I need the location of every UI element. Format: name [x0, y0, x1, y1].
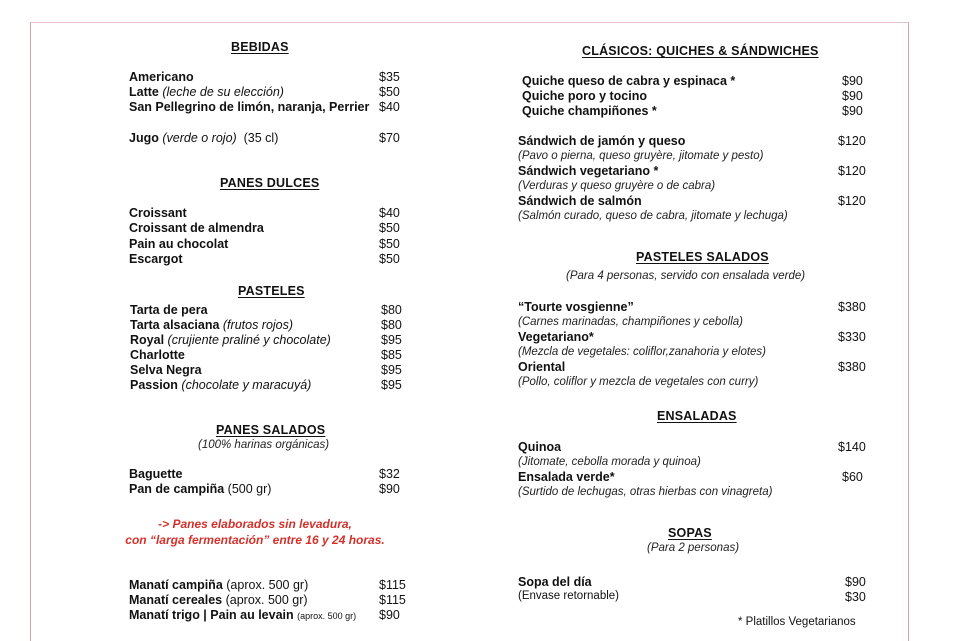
price-quiche-champinones: $90 [842, 104, 863, 118]
price-ensalada-verde: $60 [842, 470, 863, 484]
menu-item-san-pellegrino: San Pellegrino de limón, naranja, Perrier [129, 100, 370, 114]
menu-item-selva-negra: Selva Negra [130, 363, 202, 377]
price-jugo: $70 [379, 131, 400, 145]
menu-item-tourte-vosgienne: “Tourte vosgienne” [518, 300, 634, 314]
menu-item-envase-retornable: (Envase retornable) [518, 590, 619, 602]
price-escargot: $50 [379, 252, 400, 266]
section-title-ensaladas: ENSALADAS [657, 409, 737, 423]
price-san-pellegrino: $40 [379, 100, 400, 114]
price-baguette: $32 [379, 467, 400, 481]
menu-item-manati-cereales: Manatí cereales (aprox. 500 gr) [129, 593, 308, 607]
price-sopa-del-dia: $90 [845, 575, 866, 589]
price-croissant-almendra: $50 [379, 221, 400, 235]
menu-item-jugo: Jugo (verde o rojo) (35 cl) [129, 131, 279, 145]
price-royal: $95 [381, 333, 402, 347]
section-title-pasteles: PASTELES [238, 284, 305, 298]
menu-item-quinoa: Quinoa [518, 440, 562, 454]
section-subtitle-panes-salados: (100% harinas orgánicas) [198, 439, 330, 451]
menu-item-manati-campina: Manatí campiña (aprox. 500 gr) [129, 578, 309, 592]
price-charlotte: $85 [381, 348, 402, 362]
menu-item-royal: Royal (crujiente praliné y chocolate) [130, 333, 331, 347]
section-title-bebidas: BEBIDAS [231, 40, 289, 54]
menu-item-quiche-champinones: Quiche champiñones * [522, 104, 657, 118]
price-manati-campina: $115 [379, 578, 406, 592]
price-pastel-vegetariano: $330 [838, 330, 866, 344]
menu-item-manati-trigo: Manatí trigo | Pain au levain (aprox. 500 gr) [129, 608, 357, 622]
price-manati-trigo: $90 [379, 608, 400, 622]
menu-item-quiche-cabra: Quiche queso de cabra y espinaca * [522, 74, 736, 88]
menu-item-escargot: Escargot [129, 252, 183, 266]
price-croissant: $40 [379, 206, 400, 220]
desc-oriental: (Pollo, coliflor y mezcla de vegetales con curry) [518, 376, 759, 388]
price-americano: $35 [379, 70, 400, 84]
price-envase-retornable: $30 [845, 590, 866, 604]
price-latte: $50 [379, 85, 400, 99]
desc-ensalada-verde: (Surtido de lechugas, otras hierbas con vinagreta) [518, 486, 773, 498]
section-title-clasicos: CLÁSICOS: QUICHES & SÁNDWICHES [582, 44, 819, 58]
desc-quinoa: (Jitomate, cebolla morada y quinoa) [518, 456, 701, 468]
price-tarta-alsaciana: $80 [381, 318, 402, 332]
price-pain-au-chocolat: $50 [379, 237, 400, 251]
price-passion: $95 [381, 378, 402, 392]
menu-item-baguette: Baguette [129, 467, 183, 481]
menu-item-tarta-alsaciana: Tarta alsaciana (frutos rojos) [130, 318, 294, 332]
menu-item-croissant-almendra: Croissant de almendra [129, 221, 264, 235]
price-sandwich-vegetariano: $120 [838, 164, 866, 178]
price-sandwich-salmon: $120 [838, 194, 866, 208]
price-quinoa: $140 [838, 440, 866, 454]
price-quiche-poro: $90 [842, 89, 863, 103]
section-subtitle-pasteles-salados: (Para 4 personas, servido con ensalada verde) [566, 270, 806, 282]
section-title-panes-dulces: PANES DULCES [220, 176, 320, 190]
price-quiche-cabra: $90 [842, 74, 863, 88]
menu-item-sandwich-jamon: Sándwich de jamón y queso [518, 134, 686, 148]
menu-item-pastel-vegetariano: Vegetariano* [518, 330, 594, 344]
section-title-pasteles-salados: PASTELES SALADOS [636, 250, 769, 264]
fermentation-notice-line2: con “larga fermentación” entre 16 y 24 horas. [125, 533, 385, 547]
menu-item-sandwich-vegetariano: Sándwich vegetariano * [518, 164, 659, 178]
menu-item-latte: Latte (leche de su elección) [129, 85, 284, 99]
section-title-panes-salados: PANES SALADOS [216, 423, 326, 437]
price-tarta-pera: $80 [381, 303, 402, 317]
menu-item-sopa-del-dia: Sopa del día [518, 575, 592, 589]
price-selva-negra: $95 [381, 363, 402, 377]
menu-item-passion: Passion (chocolate y maracuyá) [130, 378, 312, 392]
desc-sandwich-salmon: (Salmón curado, queso de cabra, jitomate y lechuga) [518, 210, 788, 222]
desc-sandwich-vegetariano: (Verduras y queso gruyère o de cabra) [518, 180, 716, 192]
footnote-vegetarianos: * Platillos Vegetarianos [738, 616, 856, 628]
desc-sandwich-jamon: (Pavo o pierna, queso gruyère, jitomate y pesto) [518, 150, 764, 162]
menu-item-pain-au-chocolat: Pain au chocolat [129, 237, 229, 251]
section-subtitle-sopas: (Para 2 personas) [647, 542, 740, 554]
desc-tourte-vosgienne: (Carnes marinadas, champiñones y cebolla) [518, 316, 743, 328]
menu-item-americano: Americano [129, 70, 194, 84]
price-pan-campina: $90 [379, 482, 400, 496]
menu-item-tarta-pera: Tarta de pera [130, 303, 208, 317]
menu-item-croissant: Croissant [129, 206, 187, 220]
menu-item-pan-campina: Pan de campiña (500 gr) [129, 482, 272, 496]
menu-item-sandwich-salmon: Sándwich de salmón [518, 194, 642, 208]
menu-item-ensalada-verde: Ensalada verde* [518, 470, 615, 484]
menu-item-oriental: Oriental [518, 360, 566, 374]
price-sandwich-jamon: $120 [838, 134, 866, 148]
price-manati-cereales: $115 [379, 593, 406, 607]
price-tourte-vosgienne: $380 [838, 300, 866, 314]
menu-item-charlotte: Charlotte [130, 348, 185, 362]
desc-pastel-vegetariano: (Mezcla de vegetales: coliflor,zanahoria y elotes) [518, 346, 767, 358]
price-oriental: $380 [838, 360, 866, 374]
menu-item-quiche-poro: Quiche poro y tocino [522, 89, 648, 103]
fermentation-notice-line1: -> Panes elaborados sin levadura, [158, 517, 352, 531]
section-title-sopas: SOPAS [668, 526, 712, 540]
